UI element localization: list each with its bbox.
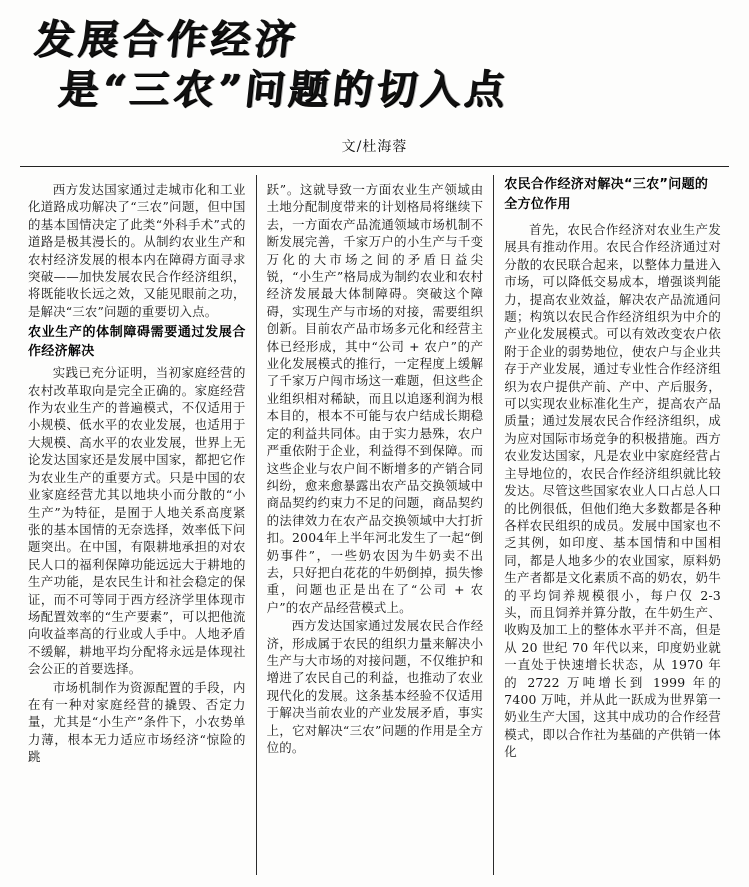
page-title-line-2: 是“三农”问题的切入点	[56, 66, 512, 113]
masthead	[18, 10, 731, 114]
column-2	[256, 175, 494, 875]
paragraph: 跃”。这就导致一方面农业生产领域由土地分配制度带来的计划格局将继续下去，一方面农产品流通领域市场机制不断发展完善，千家万户的小生产与千变万化的大市场之间的矛盾日益尖锐，“小生产”格局成为制约农业和农村经济发展最大体制障碍。突破这个障碍，实现生产与市场的对接，需要组织创新。目前农产品市场多元化和经营主体已经形成，其中“公司 + 农户”的产业化发展模式的推行，一定程度上缓解了千家万户闯市场这一难题，但这些企业组织相对稀缺，而且以追逐利润为根本目的，根本不可能与农户结成长期稳定的利益共同体。由于实力悬殊，农户严重依附于企业，利益得不到保障。而这些企业与农户间不断增多的产销合同纠纷，愈来愈暴露出农产品交换领域中商品契约约束力不足的问题，商品契约的法律效力在农产品交换领域中大打折扣。2004年上半年河北发生了一起“倒奶事件”，一些奶农因为牛奶卖不出去，只好把白花花的牛奶倒掉，损失惨重，问题也正是出在了“公司 + 农户”的农产品经营模式上。	[266, 182, 484, 615]
byline: 文/杜海蓉	[341, 139, 408, 155]
article-columns	[18, 175, 731, 875]
paragraph: 西方发达国家通过发展农民合作经济，形成属于农民的组织力量来解决小生产与大市场的对接问题，不仅维护和增进了农民自己的利益，也推动了农业现代化的发展。这条基本经验不仅适用于解决当前农业的产业发展矛盾，事实上，它对解决“三农”问题的作用是全方位的。	[266, 618, 484, 755]
lead-paragraph: 西方发达国家通过走城市化和工业化道路成功解决了“三农”问题，但中国的基本国情决定了此类“外科手术”式的道路是极其漫长的。从制约农业生产和农村经济发展的根本内在障碍方面寻求突破——加快发展农民合作经济组织，将既能收长远之效，又能见眼前之功，是解决“三农”问题的重要切入点。	[28, 182, 246, 319]
paragraph: 市场机制作为资源配置的手段，内在有一种对家庭经营的撬毁、否定力量，尤其是“小生产”条件下，小农势单力薄，根本无力适应市场经济“惊险的跳	[28, 679, 246, 765]
paragraph: 实践已充分证明，当初家庭经营的农村改革取向是完全正确的。家庭经营作为农业生产的普遍模式，不仅适用于小规模、低水平的农业发展，也适用于大规模、高水平的农业发展，世界上无论发达国家还是发展中国家，都把它作为农业生产的重要方式。只是中国的农业家庭经营尤其以地块小而分散的“小生产”为特征，是囿于人地关系高度紧张的基本国情的无奈选择，效率低下问题突出。在中国，有限耕地承担的对农民人口的福利保障功能远远大于耕地的生产功能，是农民生计和社会稳定的保证，而不可等同于西方经济学里体现市场配置效率的“生产要素”，可以把他流向收益率高的行业或人手中。人地矛盾不缓解，耕地平均分配将永远是体现社会公正的首要选择。	[28, 365, 246, 677]
column-1	[18, 175, 256, 875]
column-3	[493, 175, 731, 875]
page-title-line-1: 发展合作经济	[31, 16, 301, 63]
header-divider	[20, 166, 729, 167]
section-heading-1: 农业生产的体制障碍需要通过发展合作经济解决	[28, 325, 246, 360]
paragraph: 首先，农民合作经济对农业生产发展具有推动作用。农民合作经济通过对分散的农民联合起来，以整体力量进入市场，可以降低交易成本，增强谈判能力，提高农业效益，解决农产品流通问题；构筑以农民合作经济组织为中介的产业化发展模式。可以有效改变农户依附于企业的弱势地位，使农户与企业共存于产业发展，通过专业性合作经济组织为农户提供产前、产中、产后服务，可以实现农业标准化生产，提高农产品质量；通过发展农民合作经济组织，成为应对国际市场竞争的积极措施。西方农业发达国家，凡是农业中家庭经营占主导地位的，农民合作经济组织就比较发达。尽管这些国家农业人口占总人口的比例很低，但他们绝大多数都是各种各样农民组织的成员。发展中国家也不乏其例，如印度、基本国情和中国相同，都是人地多少的农业国家，原料奶生产者都是文化素质不高的奶农，奶牛的平均饲养规模很小，每户仅 2-3 头，而且饲养并算分散，在牛奶生产、收购及加工上的整体水平并不高，但是从 20 世纪 70 年代以来，印度奶业就一直处于快速增长状态，从 1970 年的 2722 万吨增长到 1999 年的 7400 万吨，并从此一跃成为世界第一奶业生产大国，这其中成功的合作经营模式，即以合作社为基础的产供销一体化	[504, 222, 721, 760]
section-heading-2: 农民合作经济对解决“三农”问题的全方位作用	[504, 177, 709, 212]
